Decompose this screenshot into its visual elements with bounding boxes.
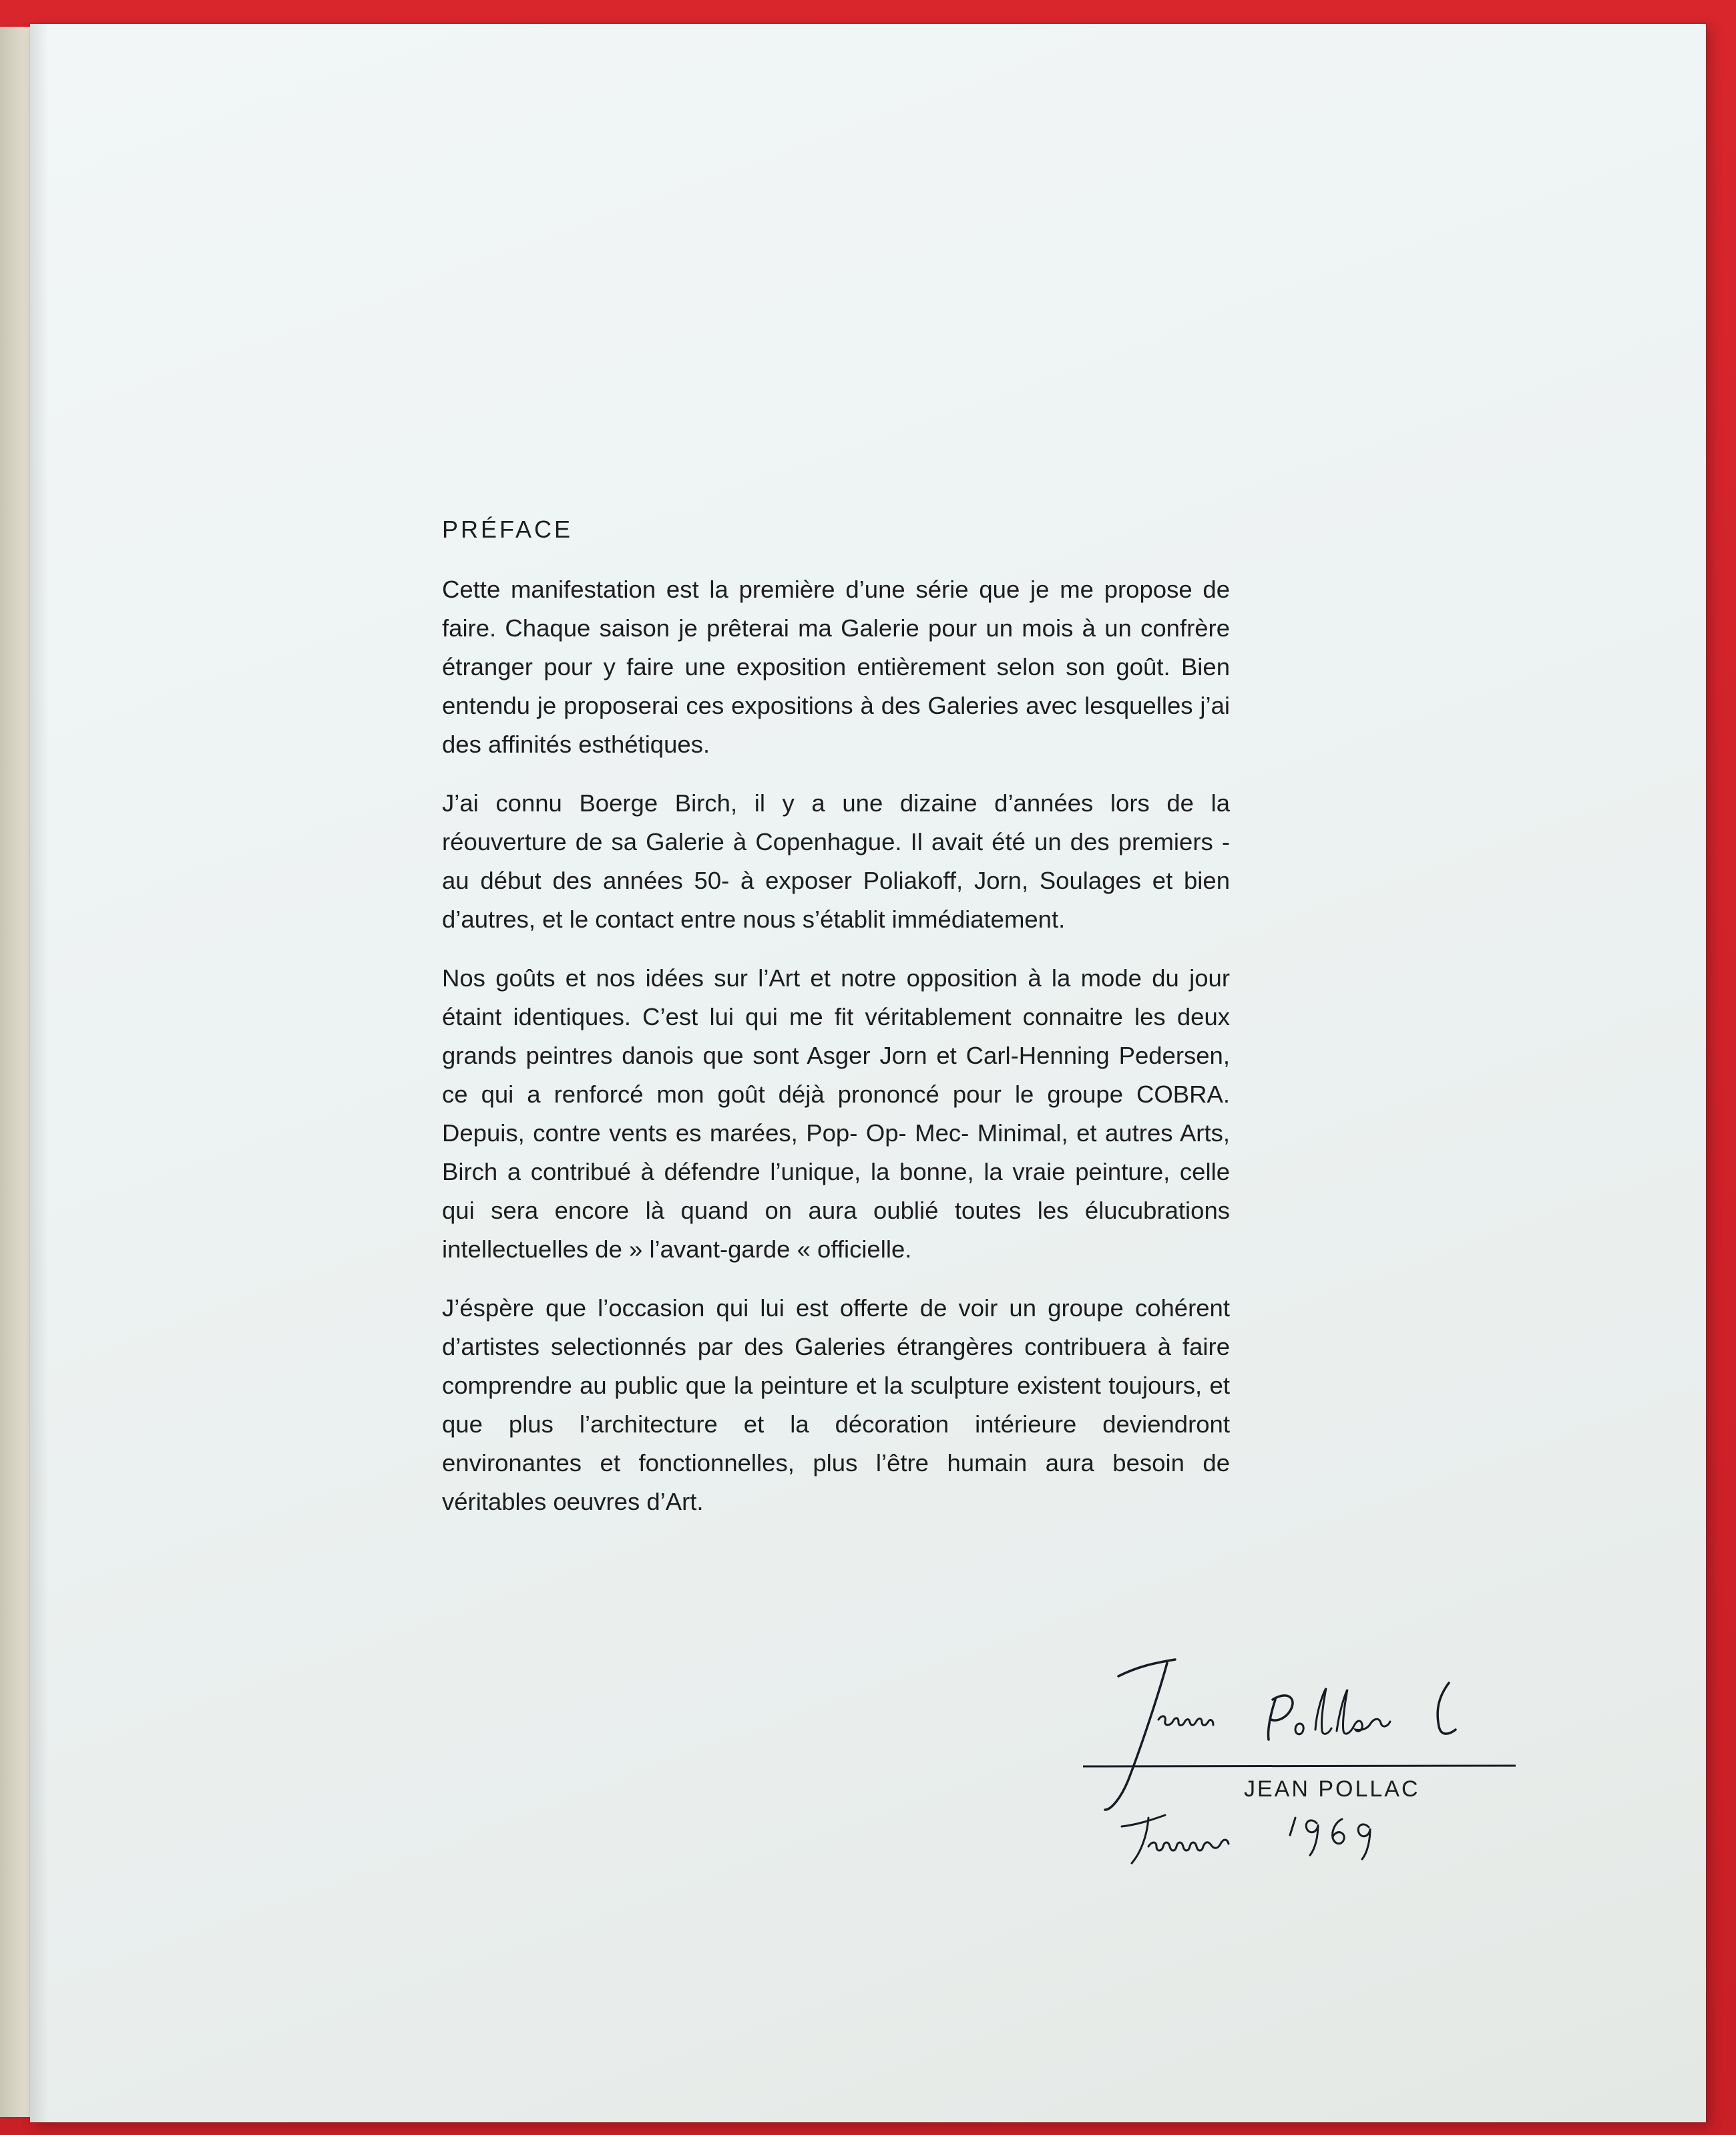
signature-block: [1075, 1636, 1529, 1890]
paragraph-3: Nos goûts et nos idées sur l’Art et notre opposition à la mode du jour étaint identiques. C’est lui qui me fit véritablement connaitre les deux grands peintres danois que sont Asger Jorn et Carl-Henning Pedersen, ce qui a renforcé mon goût déjà prononcé pour le groupe COBRA. Depuis, contre vents es marées, Pop- Op- Mec- Minimal, et autres Arts, Birch a contribué à défendre l’unique, la bonne, la vraie peinture, celle qui sera encore là quand on aura oublié toutes les élucubrations intellectuelles de » l’avant-garde « officielle.: [442, 964, 1230, 1263]
paragraph-1: Cette manifestation est la première d’une série que je me propose de faire. Chaque saison je prêterai ma Galerie pour un mois à un confrère étranger pour y faire une exposition entièrement selon son goût. Bien entendu je proposerai ces expositions à des Galeries avec lesquelles j’ai des affinités esthétiques.: [442, 576, 1230, 758]
preface-text: [442, 516, 1230, 1541]
paragraph-4: J’éspère que l’occasion qui lui est offerte de voir un groupe cohérent d’artistes selectionnés par des Galeries étrangères contribuera à faire comprendre au public que la peinture et la sculpture existent toujours, et que plus l’architecture et la décoration intérieure deviendront environantes et fonctionnelles, plus l’être humain aura besoin de véritables oeuvres d’Art.: [442, 1294, 1230, 1515]
paragraph-2: J’ai connu Boerge Birch, il y a une dizaine d’années lors de la réouverture de sa Galerie à Copenhague. Il avait été un des premiers -au début des années 50- à exposer Poliakoff, Jorn, Soulages et bien d’autres, et le contact entre nous s’établit immédiatement.: [442, 789, 1230, 933]
preface-heading: PRÉFACE: [442, 516, 574, 543]
page-binding-shadow: [30, 24, 49, 2122]
handwritten-signature: [1075, 1636, 1529, 1890]
printed-signature-name: JEAN POLLAC: [1244, 1776, 1420, 1802]
